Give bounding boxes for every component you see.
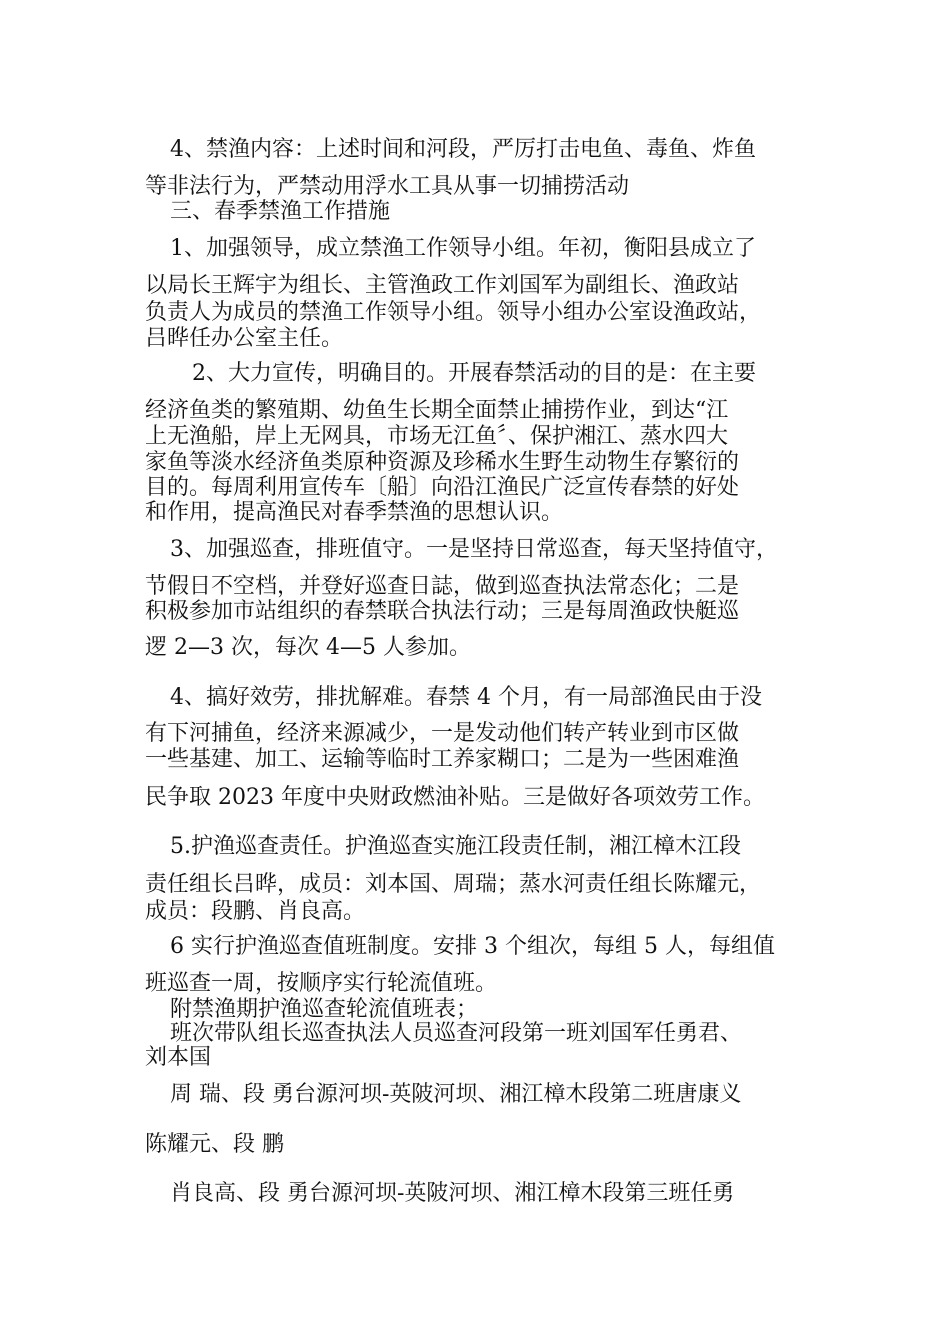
text-line: 肖良高、段 勇台源河坝-英陂河坝、湘江樟木段第三班任勇 xyxy=(170,1181,735,1206)
text-line: 一些基建、加工、运输等临时工养家糊口；二是为一些困难渔 xyxy=(145,747,740,772)
text-line: 4、禁渔内容：上述时间和河段，严厉打击电鱼、毒鱼、炸鱼 xyxy=(170,137,756,162)
section-heading: 三、春季禁渔工作措施 xyxy=(170,199,391,224)
text-line: 3、加强巡查，排班值守。一是坚持日常巡查，每天坚持值守， xyxy=(170,537,778,562)
text-line: 班次带队组长巡查执法人员巡查河段第一班刘国军任勇君、 xyxy=(170,1021,743,1046)
text-line: 6 实行护渔巡查值班制度。安排 3 个组次，每组 5 人，每组值 xyxy=(170,934,775,959)
text-line: 经济鱼类的繁殖期、幼鱼生长期全面禁止捕捞作业，到达“江 xyxy=(145,398,729,423)
text-line: 民争取 2023 年度中央财政燃油补贴。三是做好各项效劳工作。 xyxy=(145,785,765,810)
text-line: 1、加强领导，成立禁渔工作领导小组。年初，衡阳县成立了 xyxy=(170,236,756,261)
text-line: 和作用，提高渔民对春季禁渔的思想认识。 xyxy=(145,500,564,525)
text-line: 班巡查一周，按顺序实行轮流值班。 xyxy=(145,971,498,996)
text-line: 有下河捕鱼，经济来源减少，一是发动他们转产转业到市区做 xyxy=(145,721,740,746)
text-line: 等非法行为，严禁动用浮水工具从事一切捕捞活动 xyxy=(145,174,630,199)
text-line: 责任组长吕晔，成员：刘本国、周瑞；蒸水河责任组长陈耀元， xyxy=(145,872,762,897)
text-line: 成员：段鹏、肖良高。 xyxy=(145,899,366,924)
text-line: 陈耀元、段 鹏 xyxy=(145,1132,284,1157)
text-line: 2、大力宣传，明确目的。开展春禁活动的目的是：在主要 xyxy=(192,361,756,386)
text-line: 积极参加市站组织的春禁联合执法行动；三是每周渔政快艇巡 xyxy=(145,599,740,624)
text-line: 以局长王辉宇为组长、主管渔政工作刘国军为副组长、渔政站 xyxy=(145,273,740,298)
text-line: 附禁渔期护渔巡查轮流值班表； xyxy=(170,997,479,1022)
text-line: 吕晔任办公室主任。 xyxy=(145,326,344,351)
text-line: 逻 2—3 次，每次 4—5 人参加。 xyxy=(145,635,471,660)
text-line: 刘本国 xyxy=(145,1045,212,1070)
text-line: 家鱼等淡水经济鱼类原种资源及珍稀水生野生动物生存繁衍的 xyxy=(145,450,740,475)
text-line: 节假日不空档，并登好巡查日誌，做到巡查执法常态化；二是 xyxy=(145,574,740,599)
text-line: 负责人为成员的禁渔工作领导小组。领导小组办公室设渔政站， xyxy=(145,300,762,325)
text-line: 周 瑞、段 勇台源河坝-英陂河坝、湘江樟木段第二班唐康义 xyxy=(170,1082,742,1107)
text-line: 5.护渔巡查责任。护渔巡查实施江段责任制，湘江樟木江段 xyxy=(170,834,741,859)
text-line: 上无渔船，岸上无网具，市场无江鱼〞、保护湘江、蒸水四大 xyxy=(145,424,729,449)
text-line: 目的。每周利用宣传车〔船〕向沿江渔民广泛宣传春禁的好处 xyxy=(145,475,740,500)
text-line: 4、搞好效劳，排扰解难。春禁 4 个月，有一局部渔民由于没 xyxy=(170,685,762,710)
